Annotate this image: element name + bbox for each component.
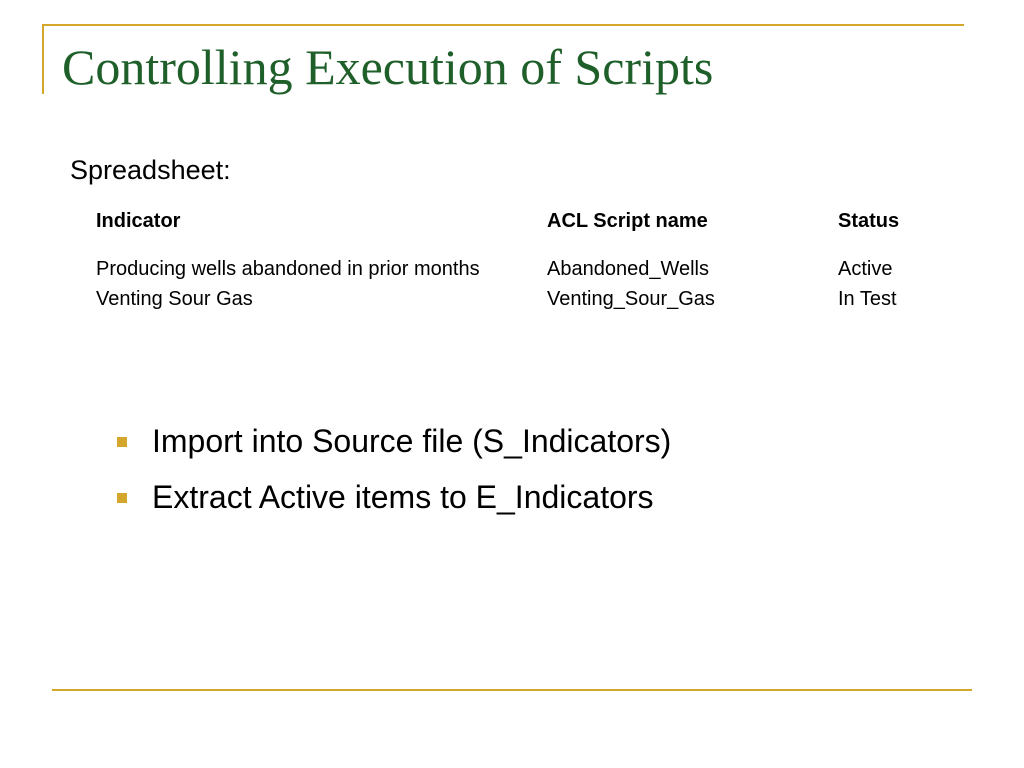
table-header-row [96,210,958,240]
indicator-table [96,210,958,314]
table-row [96,284,958,314]
cell-status: Active [838,258,893,280]
bullet-list [112,416,671,528]
list-item-text: Extract Active items to E_Indicators [152,479,654,515]
spreadsheet-label: Spreadsheet: [70,155,231,185]
column-header-indicator: Indicator [96,210,181,232]
column-header-script-name: ACL Script name [547,210,708,232]
list-item [112,416,671,472]
column-header-status: Status [838,210,900,232]
cell-status: In Test [838,288,897,310]
cell-indicator: Venting Sour Gas [96,288,253,310]
cell-script-name: Abandoned_Wells [547,258,709,280]
square-bullet-icon [117,437,127,447]
table-row [96,254,958,284]
page-title: Controlling Execution of Scripts [62,39,714,95]
frame-left-line [42,24,44,94]
header-spacer [96,240,958,254]
cell-script-name: Venting_Sour_Gas [547,288,715,310]
list-item-text: Import into Source file (S_Indicators) [152,423,672,459]
square-bullet-icon [117,493,127,503]
cell-indicator: Producing wells abandoned in prior months [96,258,480,280]
frame-top-line [42,24,964,26]
frame-bottom-line [52,689,972,691]
list-item [112,472,671,528]
